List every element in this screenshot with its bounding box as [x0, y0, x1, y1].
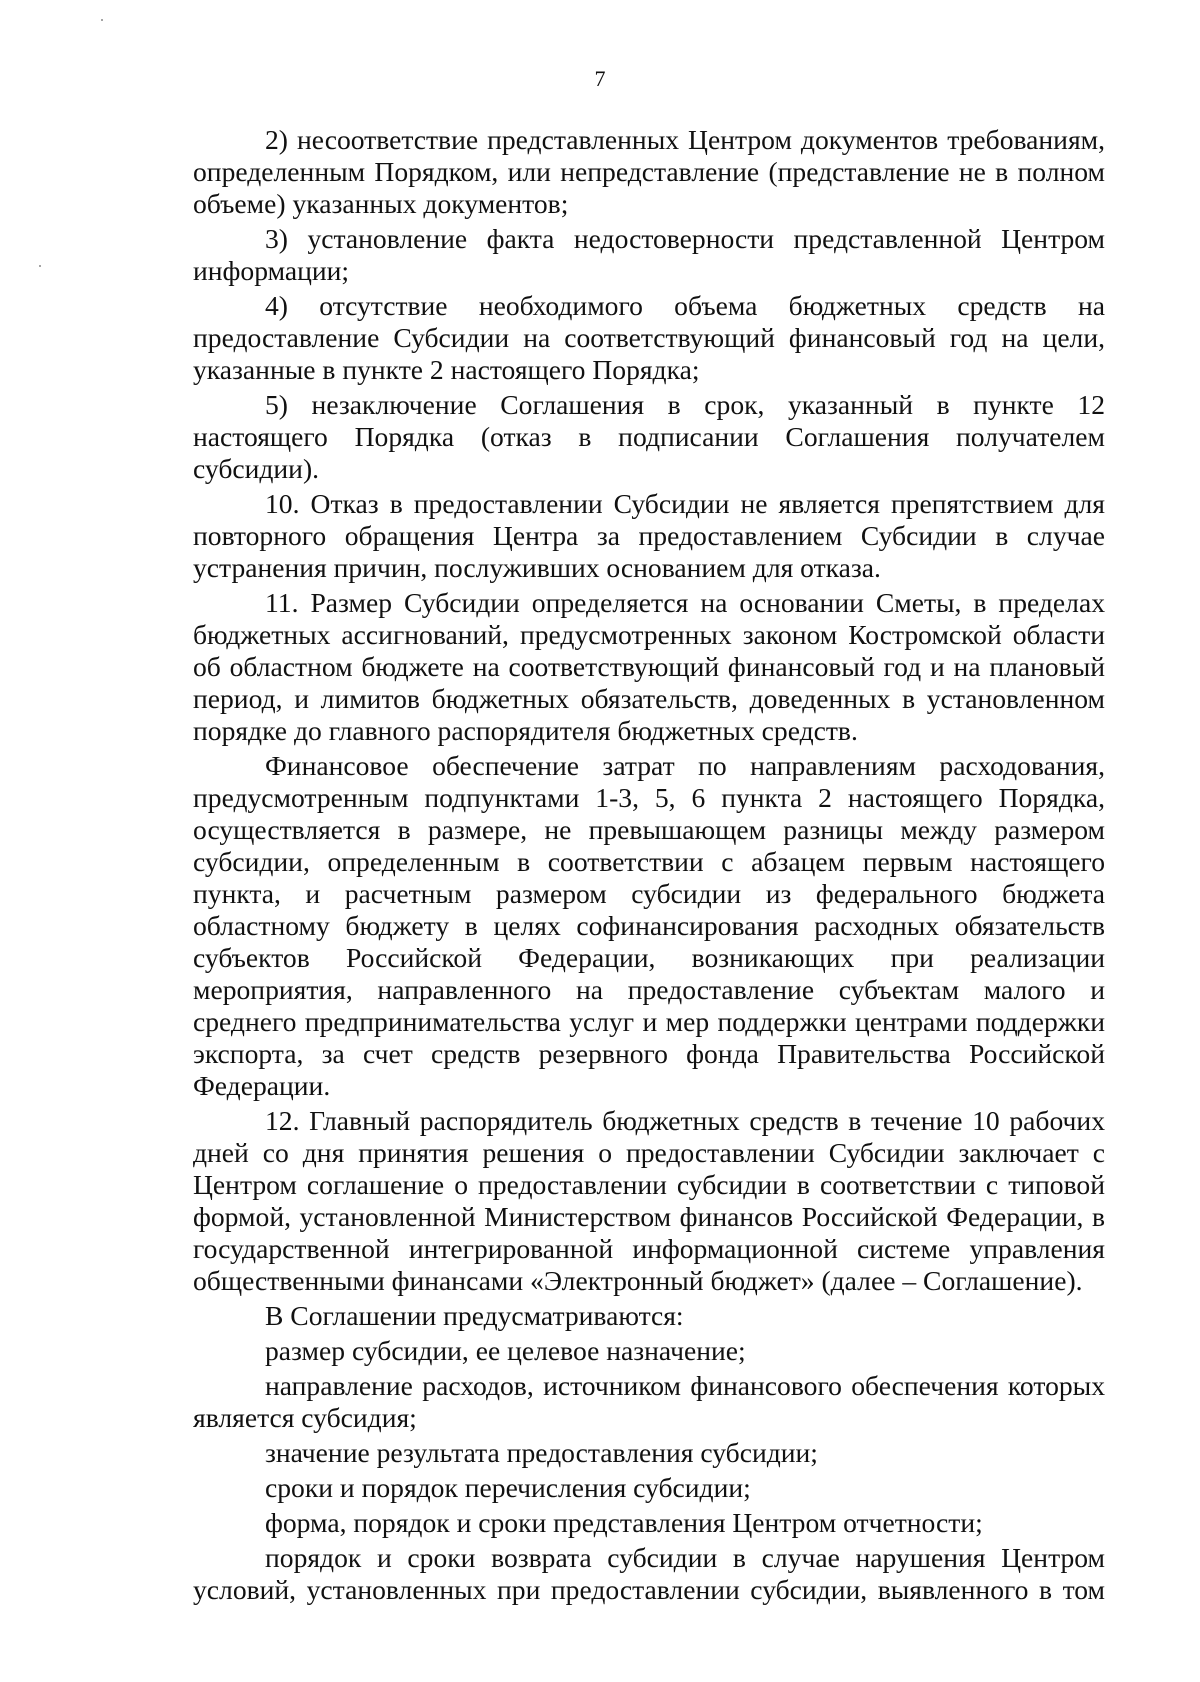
page-number: 7 — [594, 66, 606, 91]
scan-speck — [39, 265, 41, 267]
paragraph-agreement-intro: В Соглашении предусматриваются: — [265, 1300, 684, 1331]
paragraph-agreement-item: форма, порядок и сроки представления Центром отчетности; — [265, 1507, 983, 1538]
paragraph-agreement-item: направление расходов, источником финансового обеспечения которых является субсидия; — [193, 1370, 1105, 1433]
paragraph-clause-12: 12. Главный распорядитель бюджетных средств в течение 10 рабочих дней со дня принятия решения о предоставлении Субсидии заключает с Центром соглашение о предоставлении субсидии в соответствии с типовой формой, установленной Министерством финансов Российской Федерации, в государственной интегрированной информационной системе управления общественными финансами «Электронный бюджет» (далее – Соглашение). — [193, 1105, 1105, 1296]
paragraph-agreement-item: порядок и сроки возврата субсидии в случае нарушения Центром условий, установленных при предоставлении субсидии, выявленного в том — [193, 1542, 1105, 1605]
paragraph-agreement-item: размер субсидии, ее целевое назначение; — [265, 1335, 746, 1366]
paragraph-item-2: 2) несоответствие представленных Центром документов требованиям, определенным Порядком, или непредставление (представление не в полном объеме) указанных документов; — [193, 124, 1105, 219]
paragraph-clause-11: 11. Размер Субсидии определяется на основании Сметы, в пределах бюджетных ассигнований, предусмотренных законом Костромской области об областном бюджете на соответствующий финансовый год и на плановый период, и лимитов бюджетных обязательств, доведенных в установленном порядке до главного распорядителя бюджетных средств. — [193, 587, 1105, 746]
paragraph-financing: Финансовое обеспечение затрат по направлениям расходования, предусмотренным подпунктами 1-3, 5, 6 пункта 2 настоящего Порядка, осуществляется в размере, не превышающем разницы между размером субсидии, определенным в соответствии с абзацем первым настоящего пункта, и расчетным размером субсидии из федерального бюджета областному бюджету в целях софинансирования расходных обязательств субъектов Российской Федерации, возникающих при реализации мероприятия, направленного на предоставление субъектам малого и среднего предпринимательства услуг и мер поддержки центрами поддержки экспорта, за счет средств резервного фонда Правительства Российской Федерации. — [193, 750, 1105, 1101]
paragraph-item-4: 4) отсутствие необходимого объема бюджетных средств на предоставление Субсидии на соответствующий финансовый год на цели, указанные в пункте 2 настоящего Порядка; — [193, 290, 1105, 385]
document-body — [193, 124, 1105, 1606]
paragraph-agreement-item: сроки и порядок перечисления субсидии; — [265, 1472, 751, 1503]
paragraph-clause-10: 10. Отказ в предоставлении Субсидии не является препятствием для повторного обращения Центра за предоставлением Субсидии в случае устранения причин, послуживших основанием для отказа. — [193, 488, 1105, 583]
scan-speck — [101, 19, 103, 21]
paragraph-item-5: 5) незаключение Соглашения в срок, указанный в пункте 12 настоящего Порядка (отказ в подписании Соглашения получателем субсидии). — [193, 389, 1105, 484]
paragraph-item-3: 3) установление факта недостоверности представленной Центром информации; — [193, 223, 1105, 286]
paragraph-agreement-item: значение результата предоставления субсидии; — [265, 1437, 818, 1468]
